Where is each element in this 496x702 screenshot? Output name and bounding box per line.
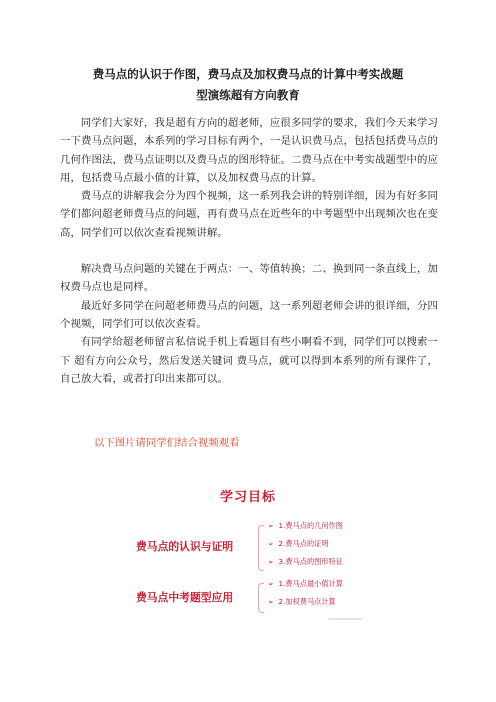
title-line-1: 费马点的认识于作图，费马点及加权费马点的计算中考实战题 bbox=[92, 67, 404, 81]
learning-goals-figure bbox=[132, 486, 364, 622]
group-bracket bbox=[258, 525, 264, 571]
goal-item-label: 1.费马点最小值计算 bbox=[278, 579, 343, 588]
goal-item bbox=[268, 579, 343, 589]
goal-item bbox=[268, 597, 336, 607]
paragraph-wechat: 有同学给超老师留言私信说手机上看题目有些小啊看不到，同学们可以搜索一下 超有方向公众号，然后发送关键词 费马点，就可以得到本系列的所有课件了，自己放大看，或者打印出来都可以。 bbox=[60, 336, 438, 385]
paragraph-series: 最近好多同学在问超老师费马点的问题，这一系列超老师会讲的很详细，分四个视频，同学们可以依次查看。 bbox=[60, 299, 438, 330]
goal-group-2 bbox=[132, 579, 364, 619]
arrow-bullet-icon: ➢ bbox=[268, 580, 274, 588]
goal-group-1 bbox=[132, 520, 364, 576]
figure-watermark bbox=[328, 618, 362, 620]
arrow-bullet-icon: ➢ bbox=[268, 540, 274, 548]
goal-item-label: 2.费马点的证明 bbox=[278, 539, 329, 548]
figure-caption: 以下图片请同学们结合视频观看 bbox=[94, 437, 240, 449]
goal-item-label: 1.费马点的几何作图 bbox=[278, 521, 343, 530]
goal-item-label: 2.加权费马点计算 bbox=[278, 597, 336, 606]
paragraph-key-points: 解决费马点问题的关键在于两点：一、等值转换；二、换到同一条直线上，加权费马点也是同样。 bbox=[60, 263, 438, 294]
document-title bbox=[60, 64, 436, 106]
goal-item bbox=[268, 521, 343, 531]
arrow-bullet-icon: ➢ bbox=[268, 558, 274, 566]
goal-item bbox=[268, 539, 329, 549]
goal-group-label: 费马点的认识与证明 bbox=[136, 540, 234, 553]
group-bracket bbox=[258, 583, 264, 613]
paragraph-videos: 费马点的讲解我会分为四个视频，这一系列我会讲的特别详细，因为有好多同学们都问超老师费马点的问题，再有费马点在近些年的中考题型中出现频次也在变高，同学们可以依次查看视频讲解。 bbox=[60, 190, 438, 239]
goal-group-label: 费马点中考题型应用 bbox=[136, 591, 234, 604]
paragraph-intro: 同学们大家好，我是超有方向的超老师，应很多同学的要求，我们今天来学习一下费马点问题，本系列的学习目标有两个，一是认识费马点，包括包括费马点的几何作图法，费马点证明以及费马点的图形特征。二费马点在中考实战题型中的应用，包括费马点最小值的计算，以及加权费马点的计算。 bbox=[60, 117, 438, 184]
figure-heading: 学习目标 bbox=[219, 490, 276, 505]
goal-item-label: 3.费马点的图形特征 bbox=[278, 557, 343, 566]
body-text-block-1 bbox=[60, 114, 438, 388]
arrow-bullet-icon: ➢ bbox=[268, 598, 274, 606]
arrow-bullet-icon: ➢ bbox=[268, 522, 274, 530]
goal-item bbox=[268, 557, 343, 567]
title-line-2: 型演练超有方向教育 bbox=[196, 88, 300, 102]
